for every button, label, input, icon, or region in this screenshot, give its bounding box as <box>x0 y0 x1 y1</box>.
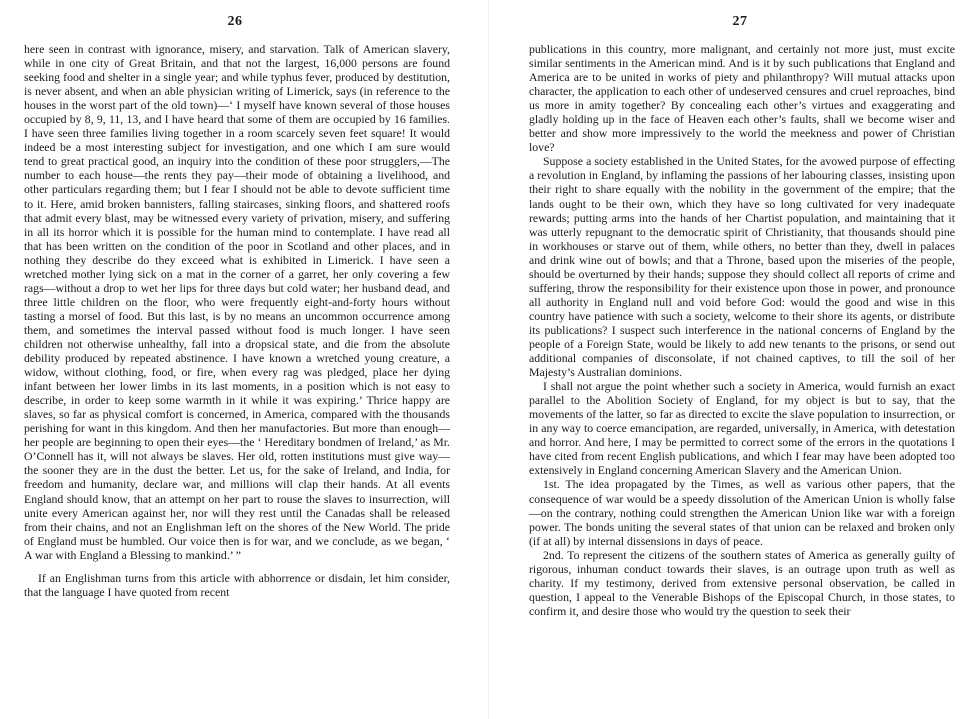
page-gutter <box>488 0 489 719</box>
paragraph: I shall not argue the point whether such a society in America, would furnish an exact parallel to the Abolition Society of England, for my object is but to say, that the movements of the latter, so far as directed to excite the slave population to insurrection, or in any way to coerce emancipation, are regarded, universally, in America, with detestation and horror. And here, I may be permitted to correct some of the errors in the quotations I have cited from recent English publications, and which I fear may have been adopted too extensively in England concerning American Slavery and the American Union. <box>529 379 955 478</box>
paragraph: publications in this country, more malignant, and certainly not more just, must excite similar sentiments in the American mind. And is it by such publications that England and America are to be united in works of piety and philanthropy? Will mutual attacks upon character, the application to each other of undeserved censures and cruel reproaches, bind us more in amity together? By concealing each other’s virtues and exaggerating and gladly holding up in the face of Heaven each other’s faults, shall we become wiser and better and show more impressively to the world the meekness and power of Christian love? <box>529 42 955 155</box>
paragraph: If an Englishman turns from this article with abhorrence or disdain, let him consider, that the language I have quoted from recent <box>24 570 450 599</box>
page-number-left: 26 <box>227 14 243 29</box>
left-page-text <box>24 42 450 599</box>
paragraph: 1st. The idea propagated by the Times, as well as various other papers, that the consequence of war would be a speedy dissolution of the American Union is wholly false—on the contrary, nothing could strengthen the American Union like war with a foreign power. The bonds uniting the several states of that union can be relaxed and broken only (if at all) by internal dissensions in days of peace. <box>529 477 955 548</box>
paragraph: Suppose a society established in the United States, for the avowed purpose of effecting a revolution in England, by inflaming the passions of her labouring classes, insisting upon their right to share equally with the nobility in the government of the empire; that the lands ought to be their own, which they have so long cultivated for very inadequate rewards; putting arms into the hands of her Chartist population, and maintaining that it was utterly repugnant to the democratic spirit of Christianity, that thousands should pine in workhouses or starve out of them, while others, no better than they, dwell in palaces and drink wine out of bowls; and that a Throne, based upon the miseries of the people, should be overturned by their hands; suppose they should collect all reports of crime and suffering, throw the responsibility for their existence upon those in power, and pronounce all authority in England null and void before God: would the good and wise in this country have patience with such a society, welcome to their shore its agents, or distribute its publications? I suspect such interference in the national concerns of England by the people of a Foreign State, would be likely to add new tenants to the prisons, or send out additional companies of disconsolate, if not chained captives, to till the soil of her Majesty’s Australian dominions. <box>529 154 955 380</box>
paragraph: here seen in contrast with ignorance, misery, and starvation. Talk of American slavery, while in one city of Great Britain, and that not the largest, 16,000 persons are found seeking food and shelter in a single year; and while typhus fever, produced by destitution, is never absent, and when an able physician writing of Limerick, says (in reference to the houses in the worst part of the old town)—‘ I myself have known several of those houses occupied by 8, 9, 11, 13, and I have heard that some of them are occupied by 16 families. I have seen three families living together in a room scarcely seven feet square! It would indeed be a most interesting subject for investigation, and one which I am sure would tend to great practical good, an inquiry into the condition of these poor strugglers,—The number to each house—the rents they pay—their mode of obtaining a livelihood, and other particulars regarding them; but I fear I should not be able to devote sufficient time to it. Here, amid broken bannisters, falling staircases, sinking floors, and shattered roofs that admit every blast, may be witnessed every variety of privation, misery, and suffering in all its horror which it is possible for the human mind to contemplate. I have read all that has been written on the condition of the poor in Scotland and other places, and in nothing they describe do they exceed what is exhibited in Limerick. I have seen a wretched mother lying sick on a mat in the corner of a garret, her only covering a few rags—without a drop to wet her lips for three days but cold water; her husband dead, and three little children on the floor, who were frequently eight-and-forty hours without tasting a morsel of food. But this last, is by no means an uncommon occurrence among them, and sometimes the interval passed without food is much longer. I have seen children not otherwise unhealthy, fall into a dropsical state, and die from the absolute debility produced by repeated abstinence. I have known a wretched young creature, a widow, without clothing, food, or fire, when every rag was pledged, place her dying infant between her lower limbs in its last moments, in a position which is not easy to describe, in order to keep some warmth in it while it was expiring.’ Thrice happy are slaves, so far as physical comfort is concerned, in America, compared with the thousands perishing for want in this kingdom. And then her manufactories. But more than enough—her people are beginning to open their eyes—the ‘ Hereditary bondmen of Ireland,’ as Mr. O’Connell has it, will not always be slaves. Her old, rotten institutions must give way—the sooner they are in the dust the better. Let us, for the sake of Ireland, and India, for freedom and humanity, declare war, and millions will clap their hands. At all events England should know, that an attempt on her part to rouse the slaves to insurrection, will unite every American against her, nor will they rest until the Canadas shall be released from their chains, and not an Englishman left on the shores of the New World. The pride of England must be humbled. Our voice then is for war, and we conclude, as we began, ‘ A war with England a Blessing to mankind.’ ” <box>24 42 450 562</box>
left-page <box>20 0 450 719</box>
right-page-text <box>529 42 955 618</box>
paragraph: 2nd. To represent the citizens of the southern states of America as generally guilty of rigorous, inhuman conduct towards their slaves, is an outrage upon truth as well as charity. If my testimony, derived from extensive personal observation, be called in question, I appeal to the Venerable Bishops of the Episcopal Church, in those states, to confirm it, and desire those who would try the question to seek their <box>529 547 955 618</box>
right-page <box>525 0 955 719</box>
page-number-right: 27 <box>732 14 748 29</box>
